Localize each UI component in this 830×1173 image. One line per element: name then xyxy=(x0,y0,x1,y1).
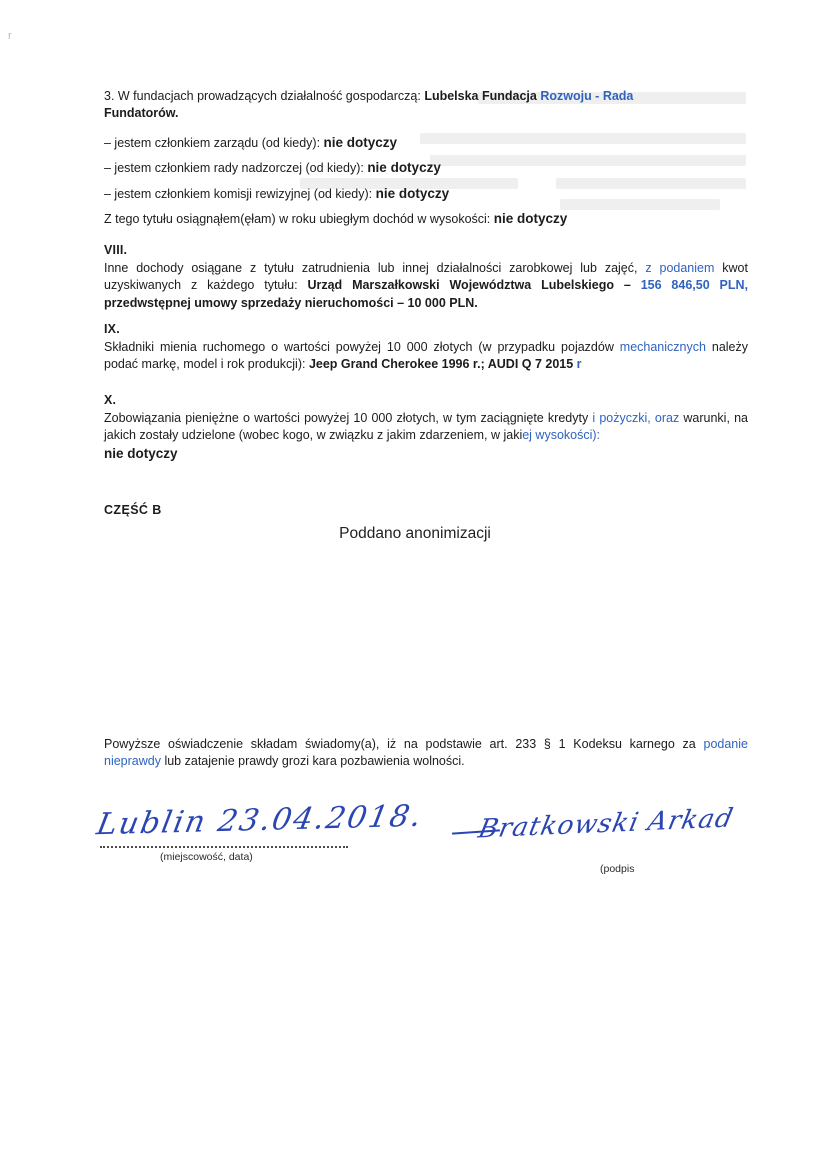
section-10-header: X. xyxy=(104,393,117,407)
section-8-header: VIII. xyxy=(104,243,128,257)
section-9-answer-blue: r xyxy=(576,357,582,372)
section-8-answer-blue: 156 846,50 PLN, xyxy=(640,278,749,293)
item-value: nie dotyczy xyxy=(323,134,398,150)
section-9-text-blue: mechanicznych xyxy=(619,340,706,354)
section-9-text-2: należy podać markę, model i rok produkcji): xyxy=(104,340,748,372)
item-value: nie dotyczy xyxy=(375,185,450,201)
section-10-text-blue-2: ej wysokości): xyxy=(522,428,601,443)
item-label: – jestem członkiem zarządu (od kiedy): xyxy=(104,135,324,150)
list-item xyxy=(104,158,748,178)
place-date-label: (miejscowość, data) xyxy=(160,851,253,863)
section-8-text-blue: z podaniem xyxy=(645,261,715,275)
section-8-answer: Urząd Marszałkowski Województwa Lubelskiego – xyxy=(307,278,641,293)
footer-statement xyxy=(104,736,748,771)
signature-area xyxy=(0,795,830,915)
item-label: – jestem członkiem rady nadzorczej (od kiedy): xyxy=(104,161,368,176)
footer-text-2: lub zatajenie prawdy grozi kara pozbawienia wolności. xyxy=(160,754,465,769)
signature-handwriting: Bratkowski Arkad xyxy=(475,803,737,845)
foundation-name: Lubelska Fundacja xyxy=(424,89,541,103)
list-item xyxy=(104,184,748,204)
scan-mark: r xyxy=(8,30,18,42)
section-10-text: Zobowiązania pieniężne o wartości powyżej 10 000 złotych, w tym zaciągnięte kredyty xyxy=(104,411,593,425)
income-value: nie dotyczy xyxy=(493,211,568,227)
section-10-text-2: warunki, na jakich zostały udzielone (wobec kogo, w związku z jakim zdarzeniem, w jaki xyxy=(104,411,748,443)
section-9-header: IX. xyxy=(104,322,120,336)
section-10-text-blue: i pożyczki, oraz xyxy=(592,411,680,425)
income-line xyxy=(104,209,748,229)
section-8-text: Inne dochody osiągane z tytułu zatrudnienia lub innej działalności zarobkowej lub zajęć, xyxy=(104,261,646,275)
footer-text-blue: podanie nieprawdy xyxy=(104,737,748,769)
signature-label: (podpis xyxy=(600,863,635,875)
section-9-answer: Jeep Grand Cherokee 1996 r.; AUDI Q 7 2015 xyxy=(308,357,577,372)
part-b-heading: CZĘŚĆ B xyxy=(104,503,162,517)
foundation-name-2: Fundatorów. xyxy=(104,106,179,121)
section-9-text: Składniki mienia ruchomego o wartości powyżej 10 000 złotych (w przypadku pojazdów xyxy=(104,340,620,354)
list-item xyxy=(104,133,748,153)
section-10-answer: nie dotyczy xyxy=(104,445,178,461)
section-9 xyxy=(104,322,748,374)
item-value: nie dotyczy xyxy=(367,160,441,176)
anonymization-note: Poddano anonimizacji xyxy=(339,525,491,542)
section-8-text-2: kwot uzyskiwanych z każdego tytułu: xyxy=(104,261,748,293)
section-9-paragraph xyxy=(104,339,748,374)
place-date-handwriting: Lublin 23.04.2018. xyxy=(93,798,426,843)
section-3-intro-text: 3. W fundacjach prowadzących działalność gospodarczą: xyxy=(104,89,425,103)
place-date-line xyxy=(100,845,348,848)
item-label: – jestem członkiem komisji rewizyjnej (od kiedy): xyxy=(104,186,376,201)
footer-text: Powyższe oświadczenie składam świadomy(a), iż na podstawie art. 233 § 1 Kodeksu karnego za xyxy=(104,737,704,751)
section-3-intro xyxy=(104,88,748,123)
section-10-paragraph xyxy=(104,410,748,445)
section-8-paragraph xyxy=(104,260,748,312)
section-10 xyxy=(104,393,748,463)
section-8 xyxy=(104,243,748,312)
income-label: Z tego tytułu osiągnąłem(ęłam) w roku ubiegłym dochód w wysokości: xyxy=(104,212,494,227)
section-3 xyxy=(104,88,748,235)
foundation-name-blue: Rozwoju - Rada xyxy=(540,89,634,103)
section-8-answer-2: przedwstępnej umowy sprzedaży nieruchomości – 10 000 PLN. xyxy=(104,295,478,310)
